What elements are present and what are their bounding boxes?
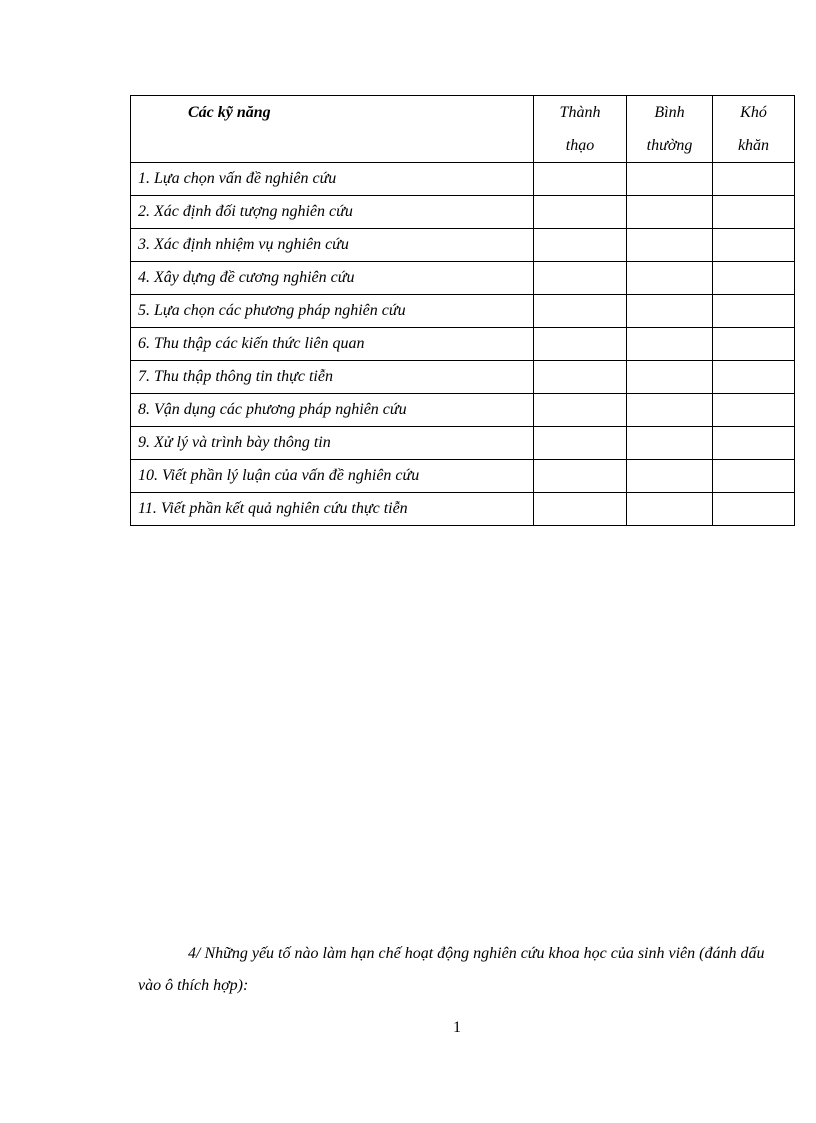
skills-table [130,95,795,526]
proficient-checkbox-cell[interactable] [534,229,627,262]
difficult-checkbox-cell[interactable] [713,394,795,427]
skill-label: 10. Viết phần lý luận của vấn đề nghiên cứu [131,460,534,493]
proficient-checkbox-cell[interactable] [534,361,627,394]
difficult-checkbox-cell[interactable] [713,262,795,295]
skill-label: 6. Thu thập các kiến thức liên quan [131,328,534,361]
skill-label: 8. Vận dụng các phương pháp nghiên cứu [131,394,534,427]
proficient-checkbox-cell[interactable] [534,163,627,196]
table-row [131,196,795,229]
proficient-checkbox-cell[interactable] [534,394,627,427]
normal-checkbox-cell[interactable] [627,196,713,229]
table-row [131,361,795,394]
skill-label: 2. Xác định đối tượng nghiên cứu [131,196,534,229]
table-row [131,262,795,295]
table-row [131,427,795,460]
proficient-checkbox-cell[interactable] [534,328,627,361]
skills-table-body [131,163,795,526]
proficient-checkbox-cell[interactable] [534,196,627,229]
skill-label: 3. Xác định nhiệm vụ nghiên cứu [131,229,534,262]
table-header-row [131,96,795,163]
page-number: 1 [453,1019,461,1036]
normal-checkbox-cell[interactable] [627,229,713,262]
normal-checkbox-cell[interactable] [627,394,713,427]
normal-checkbox-cell[interactable] [627,328,713,361]
table-row [131,295,795,328]
proficient-checkbox-cell[interactable] [534,493,627,526]
table-row [131,460,795,493]
normal-checkbox-cell[interactable] [627,361,713,394]
skill-label: 7. Thu thập thông tin thực tiễn [131,361,534,394]
difficult-checkbox-cell[interactable] [713,229,795,262]
proficient-checkbox-cell[interactable] [534,427,627,460]
question-paragraph: 4/ Những yếu tố nào làm hạn chế hoạt động nghiên cứu khoa học của sinh viên (đánh dấu vào ô thích hợp): [138,945,765,994]
table-row [131,163,795,196]
table-row [131,328,795,361]
difficult-checkbox-cell[interactable] [713,295,795,328]
skill-label: 9. Xử lý và trình bày thông tin [131,427,534,460]
normal-checkbox-cell[interactable] [627,493,713,526]
table-row [131,394,795,427]
normal-checkbox-cell[interactable] [627,295,713,328]
difficult-checkbox-cell[interactable] [713,328,795,361]
skill-label: 11. Viết phần kết quả nghiên cứu thực tiễn [131,493,534,526]
normal-column-header: Bình thường [627,96,713,163]
skill-label: 1. Lựa chọn vấn đề nghiên cứu [131,163,534,196]
proficient-checkbox-cell[interactable] [534,460,627,493]
difficult-checkbox-cell[interactable] [713,460,795,493]
skills-column-header: Các kỹ năng [131,96,534,163]
difficult-checkbox-cell[interactable] [713,427,795,460]
table-row [131,229,795,262]
skill-label: 4. Xây dựng đề cương nghiên cứu [131,262,534,295]
difficult-checkbox-cell[interactable] [713,493,795,526]
difficult-checkbox-cell[interactable] [713,196,795,229]
proficient-checkbox-cell[interactable] [534,295,627,328]
normal-checkbox-cell[interactable] [627,427,713,460]
table-row [131,493,795,526]
normal-checkbox-cell[interactable] [627,163,713,196]
normal-checkbox-cell[interactable] [627,460,713,493]
difficult-checkbox-cell[interactable] [713,163,795,196]
normal-checkbox-cell[interactable] [627,262,713,295]
difficult-checkbox-cell[interactable] [713,361,795,394]
proficient-column-header: Thành thạo [534,96,627,163]
skill-label: 5. Lựa chọn các phương pháp nghiên cứu [131,295,534,328]
proficient-checkbox-cell[interactable] [534,262,627,295]
difficult-column-header: Khó khăn [713,96,795,163]
